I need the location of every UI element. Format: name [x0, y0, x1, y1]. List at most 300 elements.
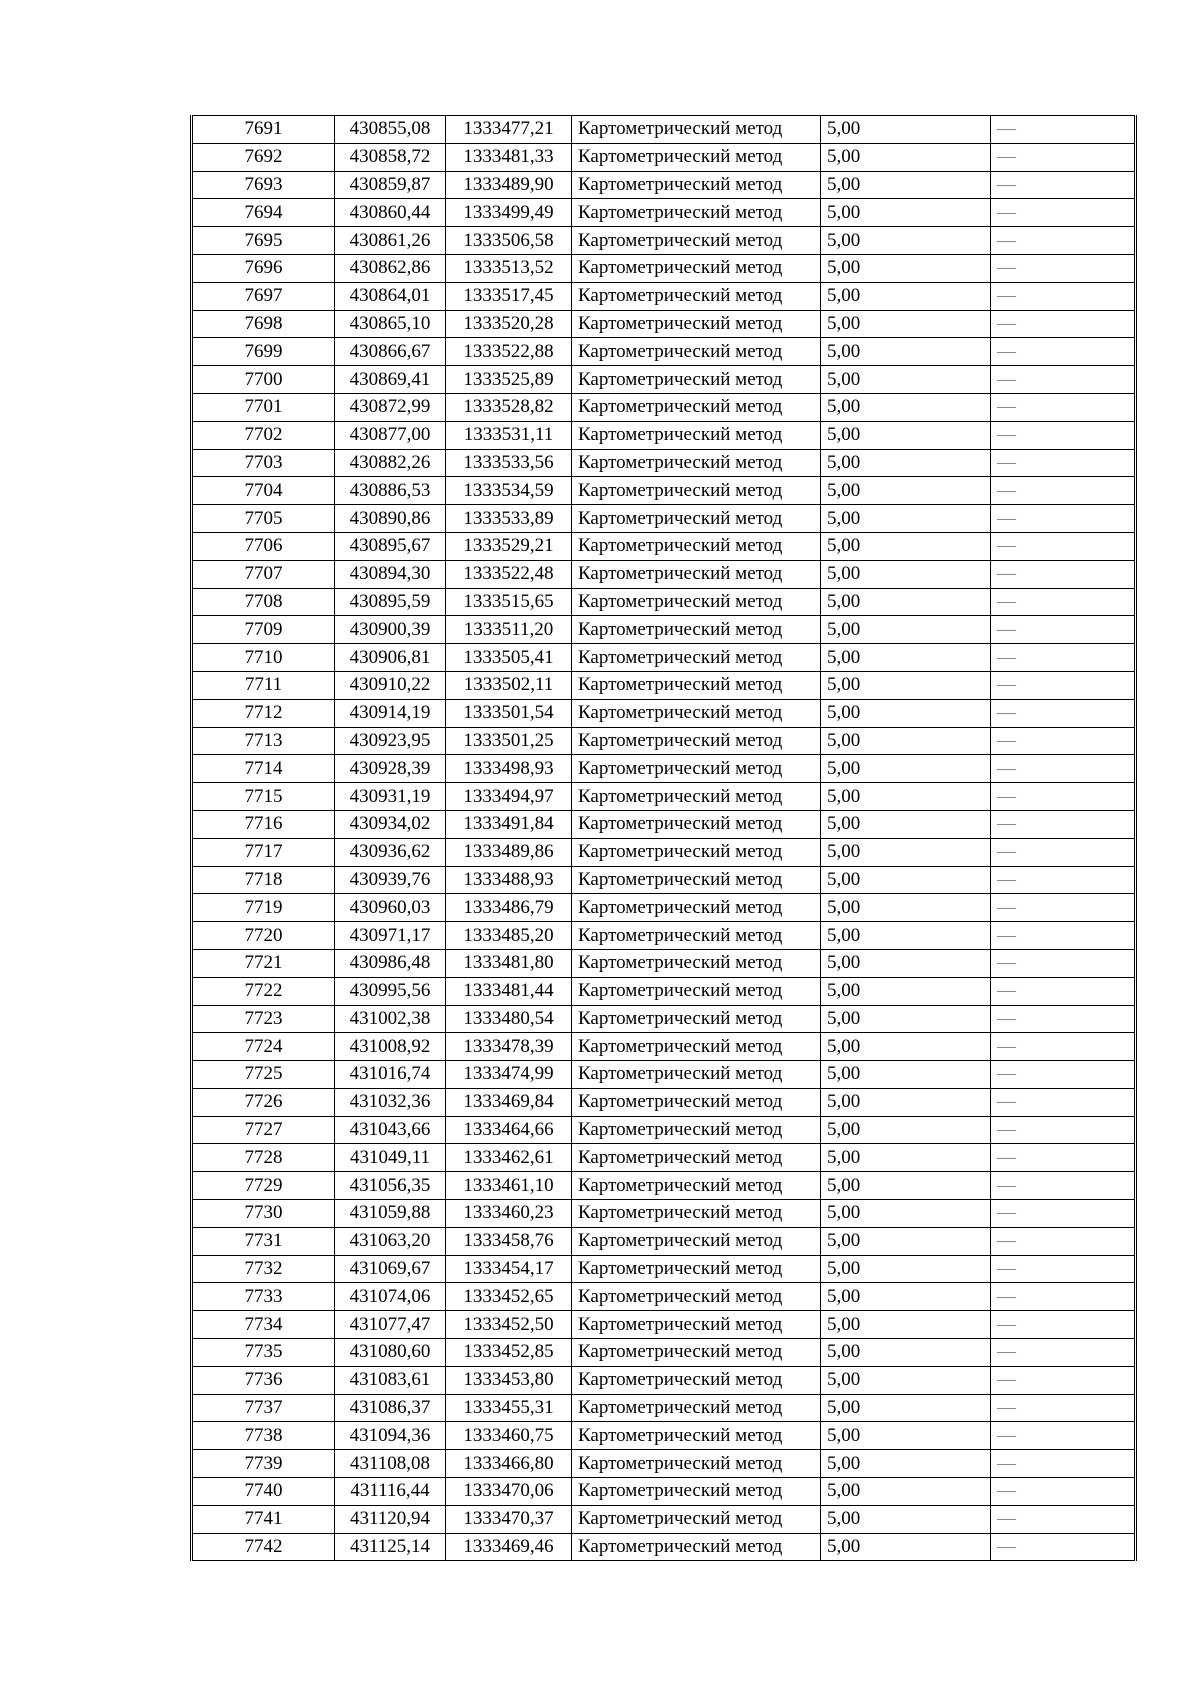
- accuracy-cell: 5,00: [821, 310, 991, 338]
- x-coordinate-cell: 431108,08: [335, 1450, 446, 1478]
- point-number-cell: 7704: [192, 477, 335, 505]
- table-row: [192, 1283, 1136, 1311]
- y-coordinate-cell: 1333469,84: [446, 1088, 572, 1116]
- table-row: [192, 1227, 1136, 1255]
- y-coordinate-cell: 1333470,37: [446, 1505, 572, 1533]
- table-row: [192, 644, 1136, 672]
- method-cell: Картометрический метод: [572, 588, 821, 616]
- point-number-cell: 7693: [192, 171, 335, 199]
- table-row: [192, 532, 1136, 560]
- description-cell: —: [991, 254, 1136, 282]
- description-cell: —: [991, 755, 1136, 783]
- x-coordinate-cell: 430864,01: [335, 282, 446, 310]
- description-cell: —: [991, 532, 1136, 560]
- y-coordinate-cell: 1333458,76: [446, 1227, 572, 1255]
- table-row: [192, 143, 1136, 171]
- method-cell: Картометрический метод: [572, 1255, 821, 1283]
- point-number-cell: 7718: [192, 866, 335, 894]
- x-coordinate-cell: 431116,44: [335, 1478, 446, 1506]
- method-cell: Картометрический метод: [572, 1116, 821, 1144]
- accuracy-cell: 5,00: [821, 1061, 991, 1089]
- x-coordinate-cell: 431086,37: [335, 1394, 446, 1422]
- x-coordinate-cell: 430906,81: [335, 644, 446, 672]
- description-cell: —: [991, 1394, 1136, 1422]
- point-number-cell: 7696: [192, 254, 335, 282]
- y-coordinate-cell: 1333501,25: [446, 727, 572, 755]
- y-coordinate-cell: 1333515,65: [446, 588, 572, 616]
- x-coordinate-cell: 430914,19: [335, 699, 446, 727]
- x-coordinate-cell: 430895,59: [335, 588, 446, 616]
- accuracy-cell: 5,00: [821, 644, 991, 672]
- accuracy-cell: 5,00: [821, 616, 991, 644]
- x-coordinate-cell: 430910,22: [335, 671, 446, 699]
- table-row: [192, 1450, 1136, 1478]
- description-cell: —: [991, 1005, 1136, 1033]
- description-cell: —: [991, 1505, 1136, 1533]
- method-cell: Картометрический метод: [572, 560, 821, 588]
- table-row: [192, 727, 1136, 755]
- method-cell: Картометрический метод: [572, 866, 821, 894]
- accuracy-cell: 5,00: [821, 838, 991, 866]
- description-cell: —: [991, 393, 1136, 421]
- accuracy-cell: 5,00: [821, 143, 991, 171]
- table-row: [192, 1061, 1136, 1089]
- method-cell: Картометрический метод: [572, 116, 821, 144]
- accuracy-cell: 5,00: [821, 449, 991, 477]
- x-coordinate-cell: 430866,67: [335, 338, 446, 366]
- accuracy-cell: 5,00: [821, 727, 991, 755]
- point-number-cell: 7708: [192, 588, 335, 616]
- y-coordinate-cell: 1333501,54: [446, 699, 572, 727]
- accuracy-cell: 5,00: [821, 810, 991, 838]
- description-cell: —: [991, 671, 1136, 699]
- table-row: [192, 1478, 1136, 1506]
- x-coordinate-cell: 430900,39: [335, 616, 446, 644]
- y-coordinate-cell: 1333506,58: [446, 227, 572, 255]
- table-row: [192, 1116, 1136, 1144]
- point-number-cell: 7702: [192, 421, 335, 449]
- description-cell: —: [991, 1116, 1136, 1144]
- y-coordinate-cell: 1333454,17: [446, 1255, 572, 1283]
- accuracy-cell: 5,00: [821, 1005, 991, 1033]
- table-row: [192, 227, 1136, 255]
- description-cell: —: [991, 1227, 1136, 1255]
- y-coordinate-cell: 1333531,11: [446, 421, 572, 449]
- y-coordinate-cell: 1333481,44: [446, 977, 572, 1005]
- method-cell: Картометрический метод: [572, 532, 821, 560]
- method-cell: Картометрический метод: [572, 393, 821, 421]
- description-cell: —: [991, 1478, 1136, 1506]
- description-cell: —: [991, 1533, 1136, 1561]
- y-coordinate-cell: 1333477,21: [446, 116, 572, 144]
- accuracy-cell: 5,00: [821, 171, 991, 199]
- accuracy-cell: 5,00: [821, 1450, 991, 1478]
- method-cell: Картометрический метод: [572, 1088, 821, 1116]
- table-body: [192, 116, 1136, 1561]
- x-coordinate-cell: 430894,30: [335, 560, 446, 588]
- table-row: [192, 338, 1136, 366]
- point-number-cell: 7712: [192, 699, 335, 727]
- point-number-cell: 7719: [192, 894, 335, 922]
- x-coordinate-cell: 431074,06: [335, 1283, 446, 1311]
- point-number-cell: 7736: [192, 1366, 335, 1394]
- y-coordinate-cell: 1333529,21: [446, 532, 572, 560]
- method-cell: Картометрический метод: [572, 227, 821, 255]
- method-cell: Картометрический метод: [572, 755, 821, 783]
- x-coordinate-cell: 431059,88: [335, 1200, 446, 1228]
- x-coordinate-cell: 430986,48: [335, 949, 446, 977]
- accuracy-cell: 5,00: [821, 783, 991, 811]
- description-cell: —: [991, 1366, 1136, 1394]
- description-cell: —: [991, 1422, 1136, 1450]
- x-coordinate-cell: 431063,20: [335, 1227, 446, 1255]
- method-cell: Картометрический метод: [572, 1061, 821, 1089]
- table-row: [192, 505, 1136, 533]
- table-row: [192, 699, 1136, 727]
- y-coordinate-cell: 1333461,10: [446, 1172, 572, 1200]
- y-coordinate-cell: 1333499,49: [446, 199, 572, 227]
- x-coordinate-cell: 431008,92: [335, 1033, 446, 1061]
- method-cell: Картометрический метод: [572, 505, 821, 533]
- method-cell: Картометрический метод: [572, 1478, 821, 1506]
- description-cell: —: [991, 727, 1136, 755]
- table-row: [192, 671, 1136, 699]
- y-coordinate-cell: 1333525,89: [446, 366, 572, 394]
- method-cell: Картометрический метод: [572, 282, 821, 310]
- description-cell: —: [991, 949, 1136, 977]
- accuracy-cell: 5,00: [821, 1366, 991, 1394]
- table-row: [192, 1005, 1136, 1033]
- x-coordinate-cell: 431125,14: [335, 1533, 446, 1561]
- x-coordinate-cell: 431083,61: [335, 1366, 446, 1394]
- point-number-cell: 7731: [192, 1227, 335, 1255]
- x-coordinate-cell: 431080,60: [335, 1339, 446, 1367]
- table-row: [192, 1033, 1136, 1061]
- method-cell: Картометрический метод: [572, 616, 821, 644]
- point-number-cell: 7706: [192, 532, 335, 560]
- accuracy-cell: 5,00: [821, 282, 991, 310]
- method-cell: Картометрический метод: [572, 1200, 821, 1228]
- x-coordinate-cell: 430861,26: [335, 227, 446, 255]
- table-row: [192, 199, 1136, 227]
- y-coordinate-cell: 1333452,85: [446, 1339, 572, 1367]
- x-coordinate-cell: 431069,67: [335, 1255, 446, 1283]
- description-cell: —: [991, 616, 1136, 644]
- table-row: [192, 1200, 1136, 1228]
- table-row: [192, 1533, 1136, 1561]
- accuracy-cell: 5,00: [821, 1255, 991, 1283]
- y-coordinate-cell: 1333486,79: [446, 894, 572, 922]
- x-coordinate-cell: 430931,19: [335, 783, 446, 811]
- description-cell: —: [991, 199, 1136, 227]
- point-number-cell: 7724: [192, 1033, 335, 1061]
- y-coordinate-cell: 1333498,93: [446, 755, 572, 783]
- method-cell: Картометрический метод: [572, 338, 821, 366]
- description-cell: —: [991, 1339, 1136, 1367]
- method-cell: Картометрический метод: [572, 1366, 821, 1394]
- y-coordinate-cell: 1333533,89: [446, 505, 572, 533]
- x-coordinate-cell: 430882,26: [335, 449, 446, 477]
- accuracy-cell: 5,00: [821, 671, 991, 699]
- method-cell: Картометрический метод: [572, 1505, 821, 1533]
- y-coordinate-cell: 1333474,99: [446, 1061, 572, 1089]
- x-coordinate-cell: 431043,66: [335, 1116, 446, 1144]
- point-number-cell: 7694: [192, 199, 335, 227]
- method-cell: Картометрический метод: [572, 810, 821, 838]
- accuracy-cell: 5,00: [821, 1505, 991, 1533]
- x-coordinate-cell: 431120,94: [335, 1505, 446, 1533]
- table-row: [192, 1172, 1136, 1200]
- method-cell: Картометрический метод: [572, 894, 821, 922]
- y-coordinate-cell: 1333502,11: [446, 671, 572, 699]
- table-row: [192, 1422, 1136, 1450]
- accuracy-cell: 5,00: [821, 1422, 991, 1450]
- point-number-cell: 7692: [192, 143, 335, 171]
- point-number-cell: 7730: [192, 1200, 335, 1228]
- accuracy-cell: 5,00: [821, 393, 991, 421]
- x-coordinate-cell: 430862,86: [335, 254, 446, 282]
- method-cell: Картометрический метод: [572, 1422, 821, 1450]
- y-coordinate-cell: 1333494,97: [446, 783, 572, 811]
- description-cell: —: [991, 1088, 1136, 1116]
- accuracy-cell: 5,00: [821, 1088, 991, 1116]
- accuracy-cell: 5,00: [821, 1227, 991, 1255]
- method-cell: Картометрический метод: [572, 1227, 821, 1255]
- description-cell: —: [991, 783, 1136, 811]
- description-cell: —: [991, 227, 1136, 255]
- table-row: [192, 171, 1136, 199]
- description-cell: —: [991, 282, 1136, 310]
- description-cell: —: [991, 1033, 1136, 1061]
- point-number-cell: 7710: [192, 644, 335, 672]
- accuracy-cell: 5,00: [821, 254, 991, 282]
- point-number-cell: 7732: [192, 1255, 335, 1283]
- point-number-cell: 7721: [192, 949, 335, 977]
- method-cell: Картометрический метод: [572, 727, 821, 755]
- table-row: [192, 866, 1136, 894]
- y-coordinate-cell: 1333488,93: [446, 866, 572, 894]
- y-coordinate-cell: 1333520,28: [446, 310, 572, 338]
- accuracy-cell: 5,00: [821, 1200, 991, 1228]
- x-coordinate-cell: 430995,56: [335, 977, 446, 1005]
- x-coordinate-cell: 431056,35: [335, 1172, 446, 1200]
- method-cell: Картометрический метод: [572, 1144, 821, 1172]
- point-number-cell: 7734: [192, 1311, 335, 1339]
- method-cell: Картометрический метод: [572, 644, 821, 672]
- point-number-cell: 7713: [192, 727, 335, 755]
- table-row: [192, 1505, 1136, 1533]
- table-row: [192, 449, 1136, 477]
- method-cell: Картометрический метод: [572, 838, 821, 866]
- description-cell: —: [991, 1283, 1136, 1311]
- point-number-cell: 7714: [192, 755, 335, 783]
- y-coordinate-cell: 1333489,90: [446, 171, 572, 199]
- table-row: [192, 894, 1136, 922]
- accuracy-cell: 5,00: [821, 1394, 991, 1422]
- accuracy-cell: 5,00: [821, 532, 991, 560]
- point-number-cell: 7742: [192, 1533, 335, 1561]
- method-cell: Картометрический метод: [572, 1339, 821, 1367]
- description-cell: —: [991, 977, 1136, 1005]
- method-cell: Картометрический метод: [572, 671, 821, 699]
- point-number-cell: 7709: [192, 616, 335, 644]
- x-coordinate-cell: 430886,53: [335, 477, 446, 505]
- description-cell: —: [991, 310, 1136, 338]
- table-row: [192, 949, 1136, 977]
- description-cell: —: [991, 477, 1136, 505]
- point-number-cell: 7705: [192, 505, 335, 533]
- method-cell: Картометрический метод: [572, 171, 821, 199]
- point-number-cell: 7707: [192, 560, 335, 588]
- description-cell: —: [991, 421, 1136, 449]
- table-row: [192, 1255, 1136, 1283]
- description-cell: —: [991, 143, 1136, 171]
- method-cell: Картометрический метод: [572, 366, 821, 394]
- description-cell: —: [991, 449, 1136, 477]
- table-row: [192, 393, 1136, 421]
- accuracy-cell: 5,00: [821, 1144, 991, 1172]
- y-coordinate-cell: 1333455,31: [446, 1394, 572, 1422]
- description-cell: —: [991, 338, 1136, 366]
- description-cell: —: [991, 1061, 1136, 1089]
- table-row: [192, 1394, 1136, 1422]
- accuracy-cell: 5,00: [821, 199, 991, 227]
- point-number-cell: 7715: [192, 783, 335, 811]
- point-number-cell: 7737: [192, 1394, 335, 1422]
- method-cell: Картометрический метод: [572, 922, 821, 950]
- x-coordinate-cell: 430855,08: [335, 116, 446, 144]
- point-number-cell: 7729: [192, 1172, 335, 1200]
- accuracy-cell: 5,00: [821, 866, 991, 894]
- table-row: [192, 116, 1136, 144]
- point-number-cell: 7723: [192, 1005, 335, 1033]
- table-row: [192, 1088, 1136, 1116]
- accuracy-cell: 5,00: [821, 421, 991, 449]
- description-cell: —: [991, 699, 1136, 727]
- method-cell: Картометрический метод: [572, 949, 821, 977]
- y-coordinate-cell: 1333533,56: [446, 449, 572, 477]
- accuracy-cell: 5,00: [821, 505, 991, 533]
- y-coordinate-cell: 1333511,20: [446, 616, 572, 644]
- point-number-cell: 7699: [192, 338, 335, 366]
- point-number-cell: 7700: [192, 366, 335, 394]
- accuracy-cell: 5,00: [821, 949, 991, 977]
- x-coordinate-cell: 431032,36: [335, 1088, 446, 1116]
- table-row: [192, 838, 1136, 866]
- accuracy-cell: 5,00: [821, 699, 991, 727]
- accuracy-cell: 5,00: [821, 477, 991, 505]
- point-number-cell: 7711: [192, 671, 335, 699]
- y-coordinate-cell: 1333469,46: [446, 1533, 572, 1561]
- y-coordinate-cell: 1333522,88: [446, 338, 572, 366]
- y-coordinate-cell: 1333460,75: [446, 1422, 572, 1450]
- accuracy-cell: 5,00: [821, 338, 991, 366]
- table-row: [192, 421, 1136, 449]
- table-row: [192, 977, 1136, 1005]
- description-cell: —: [991, 1172, 1136, 1200]
- y-coordinate-cell: 1333460,23: [446, 1200, 572, 1228]
- point-number-cell: 7738: [192, 1422, 335, 1450]
- description-cell: —: [991, 366, 1136, 394]
- accuracy-cell: 5,00: [821, 227, 991, 255]
- x-coordinate-cell: 430928,39: [335, 755, 446, 783]
- y-coordinate-cell: 1333470,06: [446, 1478, 572, 1506]
- accuracy-cell: 5,00: [821, 1283, 991, 1311]
- x-coordinate-cell: 430960,03: [335, 894, 446, 922]
- description-cell: —: [991, 116, 1136, 144]
- y-coordinate-cell: 1333513,52: [446, 254, 572, 282]
- accuracy-cell: 5,00: [821, 1311, 991, 1339]
- point-number-cell: 7716: [192, 810, 335, 838]
- accuracy-cell: 5,00: [821, 1033, 991, 1061]
- x-coordinate-cell: 431016,74: [335, 1061, 446, 1089]
- table-row: [192, 282, 1136, 310]
- y-coordinate-cell: 1333480,54: [446, 1005, 572, 1033]
- method-cell: Картометрический метод: [572, 310, 821, 338]
- x-coordinate-cell: 430890,86: [335, 505, 446, 533]
- description-cell: —: [991, 1144, 1136, 1172]
- description-cell: —: [991, 1450, 1136, 1478]
- point-number-cell: 7722: [192, 977, 335, 1005]
- accuracy-cell: 5,00: [821, 894, 991, 922]
- x-coordinate-cell: 430859,87: [335, 171, 446, 199]
- method-cell: Картометрический метод: [572, 1533, 821, 1561]
- accuracy-cell: 5,00: [821, 1116, 991, 1144]
- point-number-cell: 7720: [192, 922, 335, 950]
- y-coordinate-cell: 1333453,80: [446, 1366, 572, 1394]
- point-number-cell: 7703: [192, 449, 335, 477]
- point-number-cell: 7701: [192, 393, 335, 421]
- table-row: [192, 755, 1136, 783]
- table-row: [192, 310, 1136, 338]
- table-row: [192, 477, 1136, 505]
- point-number-cell: 7697: [192, 282, 335, 310]
- point-number-cell: 7725: [192, 1061, 335, 1089]
- method-cell: Картометрический метод: [572, 1005, 821, 1033]
- description-cell: —: [991, 588, 1136, 616]
- point-number-cell: 7726: [192, 1088, 335, 1116]
- x-coordinate-cell: 430971,17: [335, 922, 446, 950]
- accuracy-cell: 5,00: [821, 1172, 991, 1200]
- point-number-cell: 7695: [192, 227, 335, 255]
- point-number-cell: 7717: [192, 838, 335, 866]
- table-row: [192, 1144, 1136, 1172]
- accuracy-cell: 5,00: [821, 755, 991, 783]
- y-coordinate-cell: 1333534,59: [446, 477, 572, 505]
- x-coordinate-cell: 431049,11: [335, 1144, 446, 1172]
- point-number-cell: 7741: [192, 1505, 335, 1533]
- y-coordinate-cell: 1333452,65: [446, 1283, 572, 1311]
- accuracy-cell: 5,00: [821, 116, 991, 144]
- x-coordinate-cell: 430858,72: [335, 143, 446, 171]
- description-cell: —: [991, 866, 1136, 894]
- method-cell: Картометрический метод: [572, 449, 821, 477]
- method-cell: Картометрический метод: [572, 421, 821, 449]
- point-number-cell: 7698: [192, 310, 335, 338]
- accuracy-cell: 5,00: [821, 1339, 991, 1367]
- method-cell: Картометрический метод: [572, 783, 821, 811]
- description-cell: —: [991, 171, 1136, 199]
- x-coordinate-cell: 430877,00: [335, 421, 446, 449]
- accuracy-cell: 5,00: [821, 1533, 991, 1561]
- description-cell: —: [991, 838, 1136, 866]
- method-cell: Картометрический метод: [572, 143, 821, 171]
- x-coordinate-cell: 430860,44: [335, 199, 446, 227]
- table-row: [192, 366, 1136, 394]
- x-coordinate-cell: 430895,67: [335, 532, 446, 560]
- point-number-cell: 7739: [192, 1450, 335, 1478]
- description-cell: —: [991, 1311, 1136, 1339]
